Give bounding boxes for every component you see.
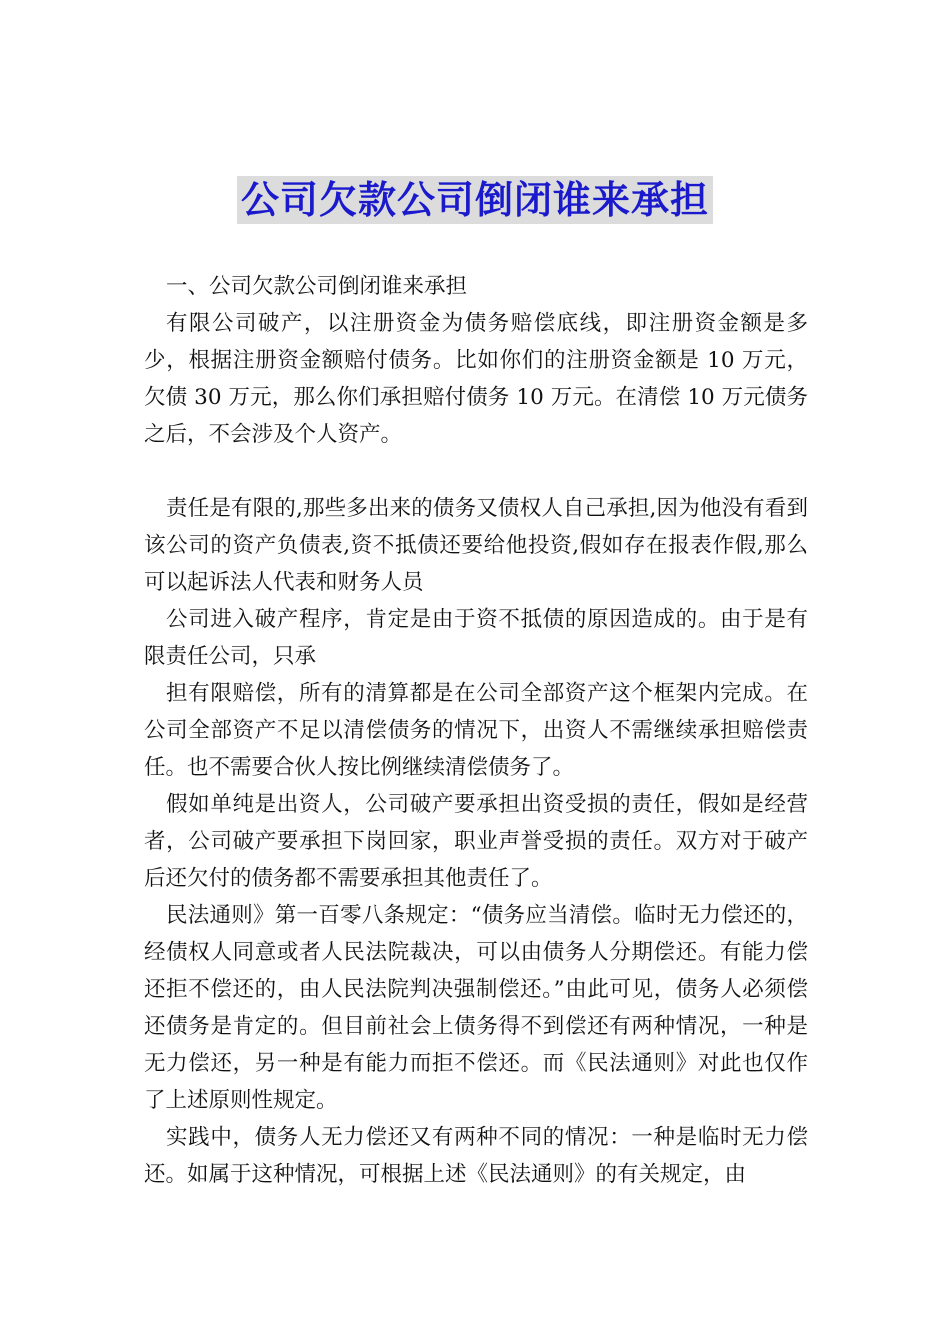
paragraph: 实践中，债务人无力偿还又有两种不同的情况：一种是临时无力偿还。如属于这种情况，可根据上述《民法通则》的有关规定，由 [144,1125,808,1187]
title-container [0,176,950,224]
paragraph: 有限公司破产，以注册资金为债务赔偿底线，即注册资金额是多少，根据注册资金额赔付债务。比如你们的注册资金额是 10 万元，欠债 30 万元，那么你们承担赔付债务 10 万元。在清偿 10 万元债务之后，不会涉及个人资产。 [144,311,808,447]
paragraph: 假如单纯是出资人，公司破产要承担出资受损的责任，假如是经营者，公司破产要承担下岗回家，职业声誉受损的责任。双方对于破产后还欠付的债务都不需要承担其他责任了。 [144,792,808,891]
section-heading: 一、公司欠款公司倒闭谁来承担 [166,274,468,299]
paragraph: 公司进入破产程序，肯定是由于资不抵债的原因造成的。由于是有限责任公司，只承 [144,607,808,669]
blank-line [144,453,808,490]
document-body [144,268,808,1193]
paragraph: 民法通则》第一百零八条规定：“债务应当清偿。临时无力偿还的，经债权人同意或者人民法院裁决，可以由债务人分期偿还。有能力偿还拒不偿还的，由人民法院判决强制偿还。”由此可见，债务人必须偿还债务是肯定的。但目前社会上债务得不到偿还有两种情况，一种是无力偿还，另一种是有能力而拒不偿还。而《民法通则》对此也仅作了上述原则性规定。 [144,903,808,1113]
paragraph: 担有限赔偿，所有的清算都是在公司全部资产这个框架内完成。在公司全部资产不足以清偿债务的情况下，出资人不需继续承担赔偿责任。也不需要合伙人按比例继续清偿债务了。 [144,681,808,780]
document-title: 公司欠款公司倒闭谁来承担 [237,176,713,224]
paragraph: 责任是有限的,那些多出来的债务又债权人自己承担,因为他没有看到该公司的资产负债表,资不抵债还要给他投资,假如存在报表作假,那么可以起诉法人代表和财务人员 [144,496,808,595]
